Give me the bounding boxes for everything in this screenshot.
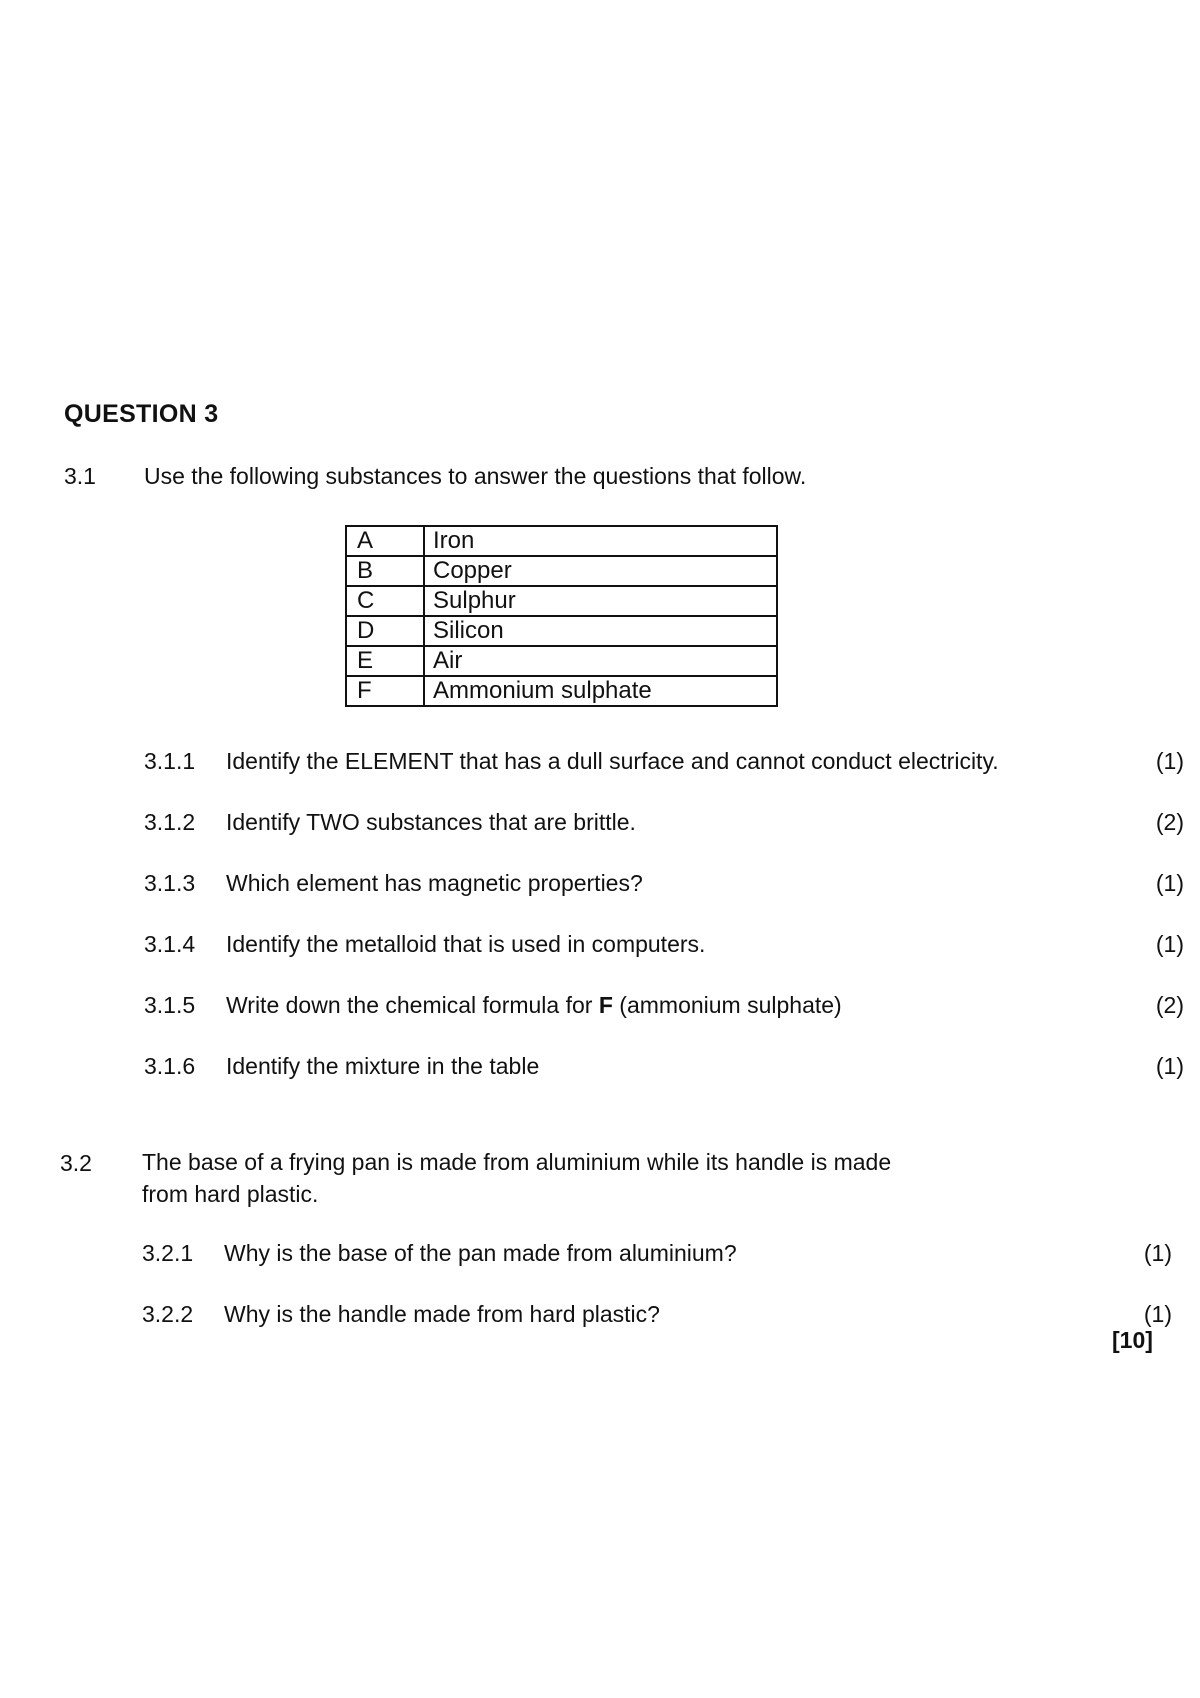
item-text: Which element has magnetic properties?: [226, 869, 643, 896]
substance-name: Copper: [424, 556, 777, 586]
table-row: [346, 646, 777, 676]
question-title: QUESTION 3: [64, 400, 219, 428]
question-item-3-2-1: [142, 1236, 1172, 1270]
item-text-bold: F: [598, 991, 613, 1018]
table-row: [346, 676, 777, 706]
section-3-2-number: 3.2: [60, 1150, 92, 1176]
question-item-3-1-5: [144, 988, 1184, 1022]
item-marks: (1): [1143, 1239, 1172, 1266]
substance-letter: B: [346, 556, 424, 586]
table-row: [346, 526, 777, 556]
item-text-after: (ammonium sulphate): [612, 991, 842, 1018]
substance-name: Silicon: [424, 616, 777, 646]
item-number: 3.1.4: [144, 930, 196, 957]
item-number: 3.1.3: [144, 869, 196, 896]
item-marks: (1): [1143, 1300, 1172, 1327]
substance-letter: F: [346, 676, 424, 706]
item-text: Identify the metalloid that is used in computers.: [226, 930, 706, 957]
table-row: [346, 556, 777, 586]
table-row: [346, 586, 777, 616]
question-item-3-2-2: [142, 1297, 1172, 1331]
section-3-2-line-1: The base of a frying pan is made from aluminium while its handle is made: [142, 1149, 892, 1175]
item-marks: (1): [1155, 930, 1184, 957]
question-item-3-1-2: [144, 805, 1184, 839]
item-text: Identify the mixture in the table: [226, 1052, 540, 1079]
item-text-before: Write down the chemical formula for: [226, 991, 599, 1018]
question-item-3-1-6: [144, 1049, 1184, 1083]
substance-letter: A: [346, 526, 424, 556]
question-item-3-1-1: [144, 744, 1184, 778]
substance-table: [345, 525, 778, 707]
substance-name: Iron: [424, 526, 777, 556]
item-text: Why is the handle made from hard plastic?: [224, 1300, 660, 1327]
item-marks: (2): [1155, 991, 1184, 1018]
section-3-2-line-2: from hard plastic.: [142, 1181, 319, 1207]
substance-letter: D: [346, 616, 424, 646]
item-text: Why is the base of the pan made from aluminium?: [224, 1239, 737, 1266]
item-number: 3.1.2: [144, 808, 196, 835]
item-marks: (1): [1155, 1052, 1184, 1079]
item-text: Identify TWO substances that are brittle.: [226, 808, 636, 835]
item-number: 3.1.1: [144, 747, 196, 774]
item-text: [226, 992, 1156, 1019]
item-number: 3.1.5: [144, 991, 196, 1018]
table-row: [346, 616, 777, 646]
item-number: 3.1.6: [144, 1052, 196, 1079]
question-item-3-1-4: [144, 927, 1184, 961]
item-number: 3.2.2: [142, 1300, 194, 1327]
item-marks: (1): [1155, 747, 1184, 774]
substance-name: Ammonium sulphate: [424, 676, 777, 706]
substance-name: Air: [424, 646, 777, 676]
question-total-marks: [10]: [1112, 1327, 1153, 1353]
substance-letter: E: [346, 646, 424, 676]
item-text: Identify the ELEMENT that has a dull surface and cannot conduct electricity.: [226, 747, 999, 774]
item-marks: (1): [1155, 869, 1184, 896]
item-number: 3.2.1: [142, 1239, 194, 1266]
section-3-1-instruction: Use the following substances to answer the questions that follow.: [144, 463, 807, 489]
question-item-3-1-3: [144, 866, 1184, 900]
substance-letter: C: [346, 586, 424, 616]
item-marks: (2): [1155, 808, 1184, 835]
section-3-1-number: 3.1: [64, 463, 96, 489]
substance-name: Sulphur: [424, 586, 777, 616]
